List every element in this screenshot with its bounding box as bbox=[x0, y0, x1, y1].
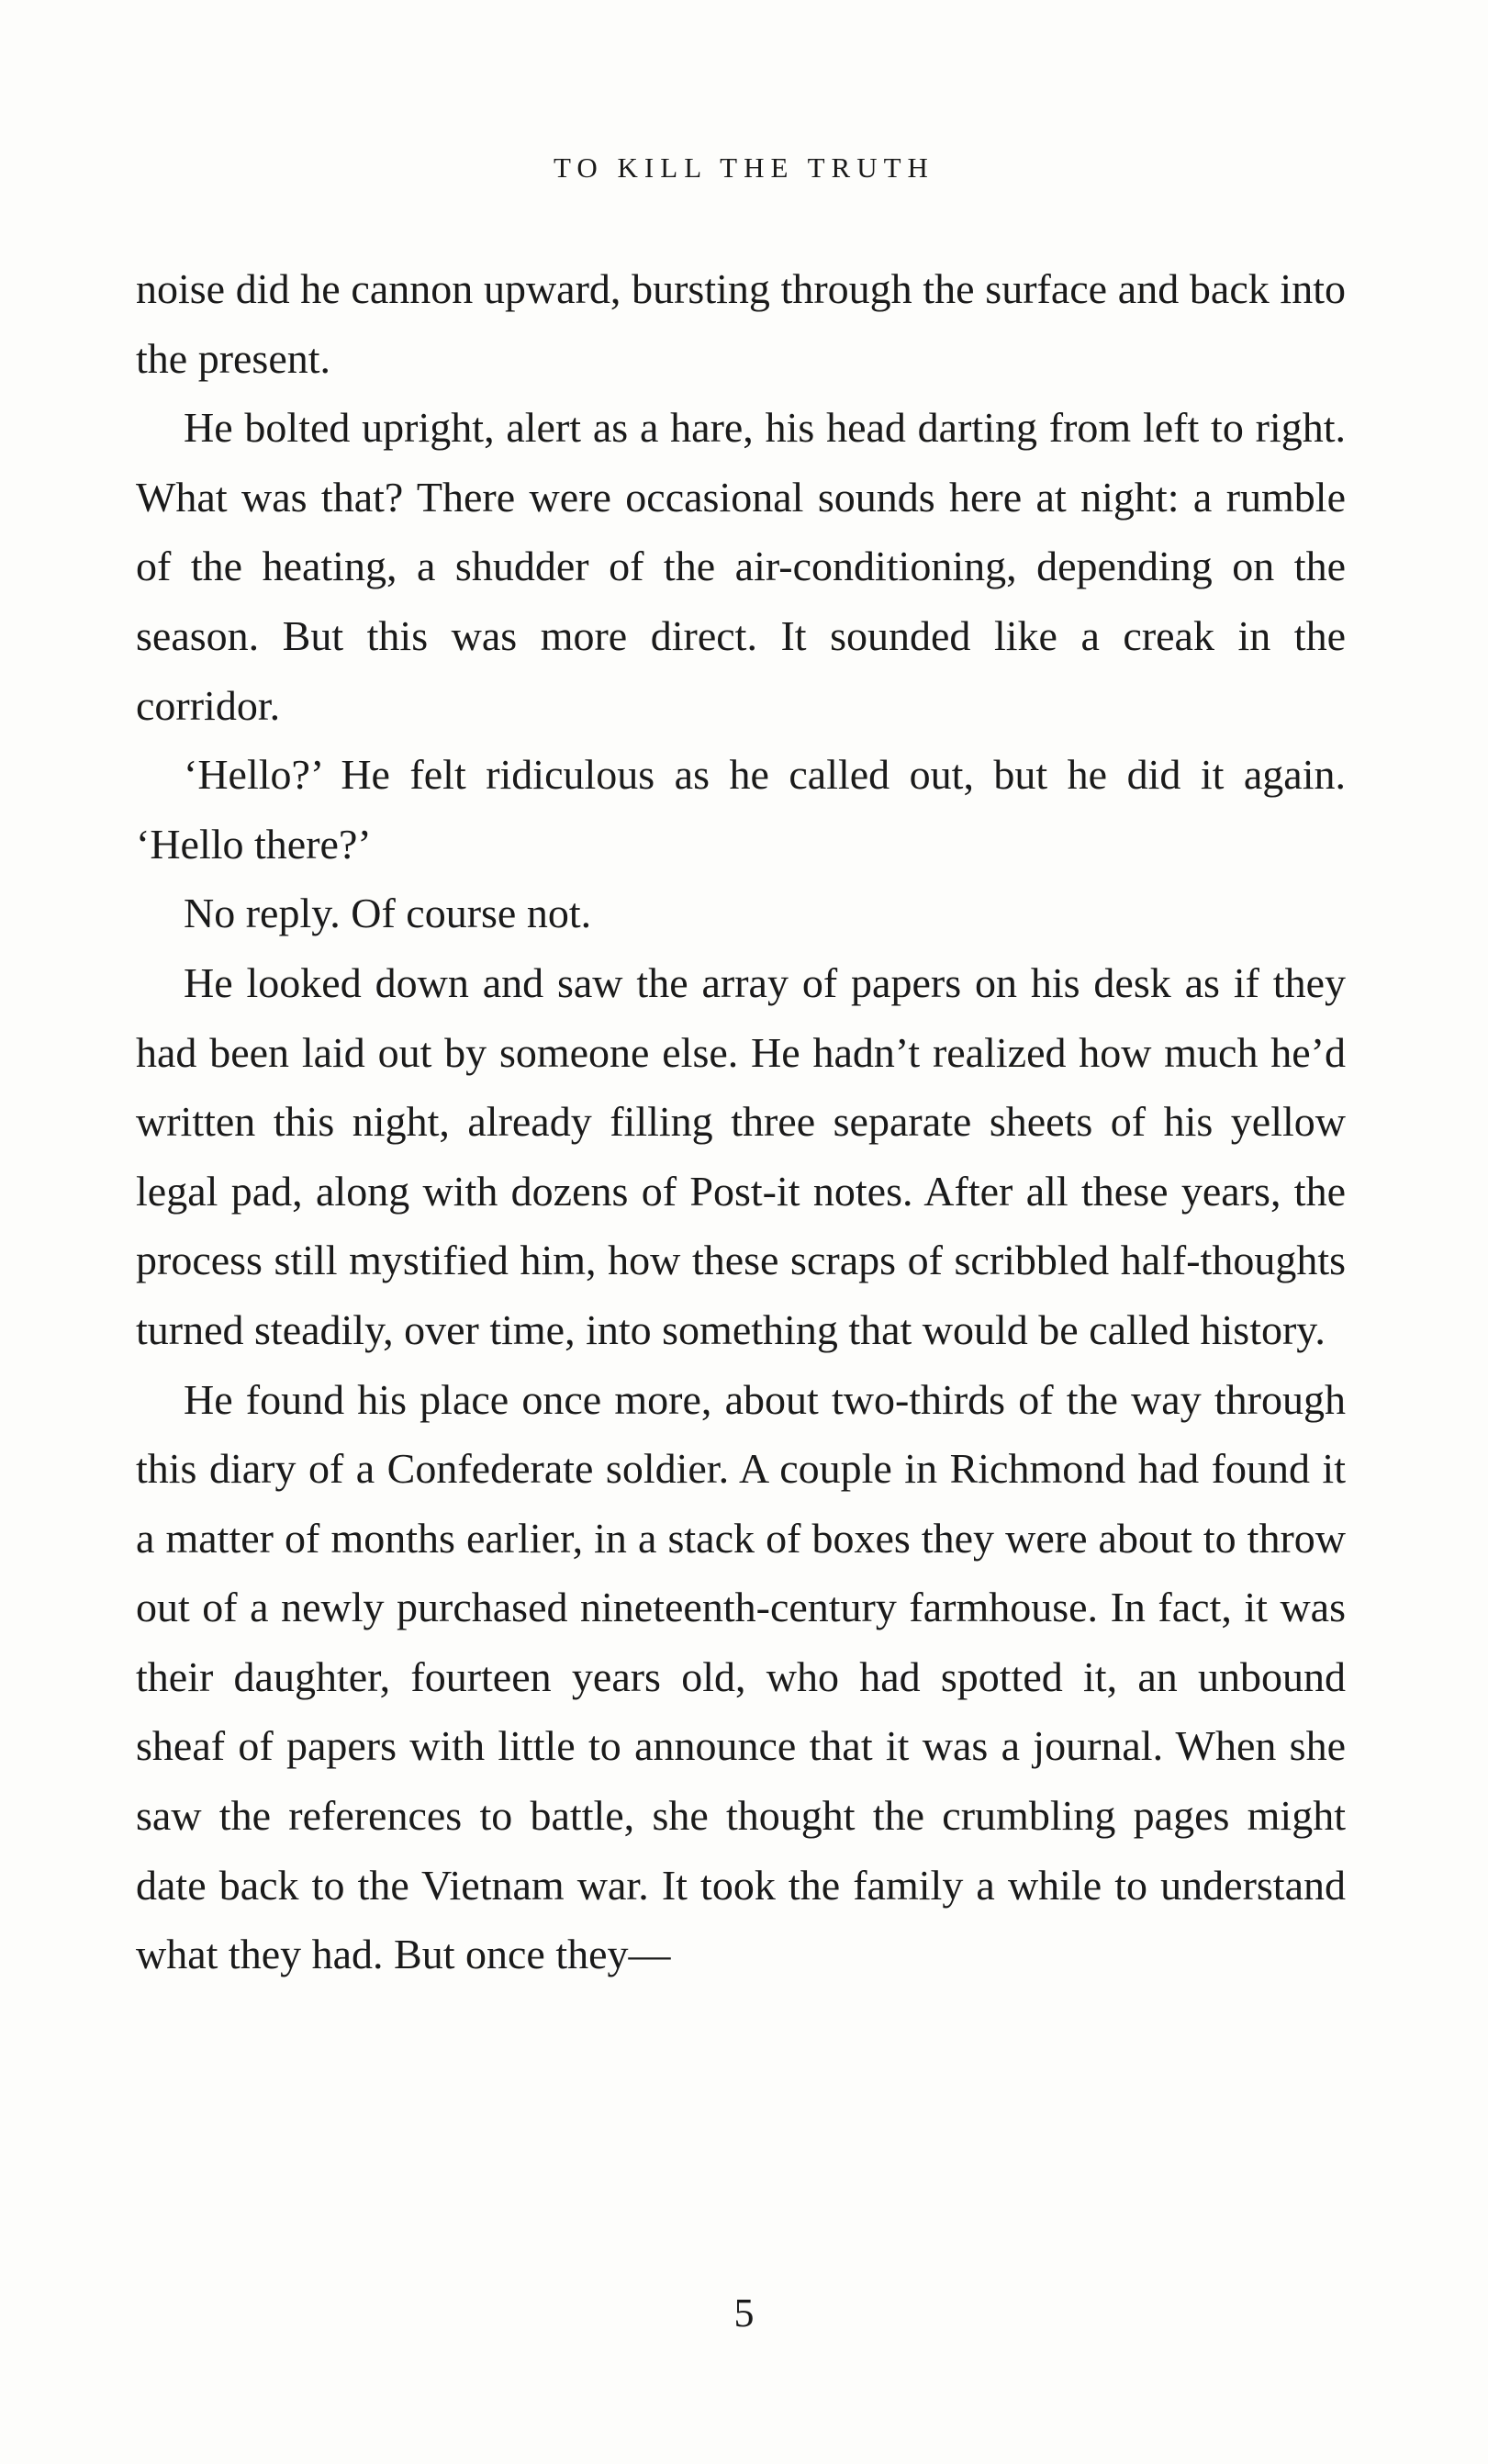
paragraph: He looked down and saw the array of papers on his desk as if they had been laid out by someone else. He hadn’t realized how much he’d written this night, already filling three separate sheets of his yellow legal pad, along with dozens of Post-it notes. After all these years, the process still mystified him, how these scraps of scribbled half-thoughts turned steadily, over time, into something that would be called history. bbox=[136, 958, 1346, 1353]
running-head: TO KILL THE TRUTH bbox=[554, 151, 934, 184]
paragraph: ‘Hello?’ He felt ridiculous as he called out, but he did it again. ‘Hello there?’ bbox=[136, 751, 1346, 868]
paragraph: No reply. Of course not. bbox=[184, 890, 592, 937]
page-number: 5 bbox=[733, 2290, 755, 2335]
paragraph: noise did he cannon upward, bursting through the surface and back into the present. bbox=[136, 265, 1346, 382]
body-text bbox=[136, 254, 1346, 1989]
paragraph: He found his place once more, about two-thirds of the way through this diary of a Confederate soldier. A couple in Richmond had found it a matter of months earlier, in a stack of boxes they were about to throw out of a newly purchased nineteenth-century farmhouse. In fact, it was their daughter, fourteen years old, who had spotted it, an unbound sheaf of papers with little to announce that it was a journal. When she saw the references to battle, she thought the crumbling pages might date back to the Vietnam war. It took the family a while to understand what they had. But once they— bbox=[136, 1375, 1346, 1978]
paragraph: He bolted upright, alert as a hare, his head darting from left to right. What was that? There were occasional sounds here at night: a rumble of the heating, a shudder of the air-conditioning, depending on the season. But this was more direct. It sounded like a creak in the corridor. bbox=[136, 404, 1346, 729]
